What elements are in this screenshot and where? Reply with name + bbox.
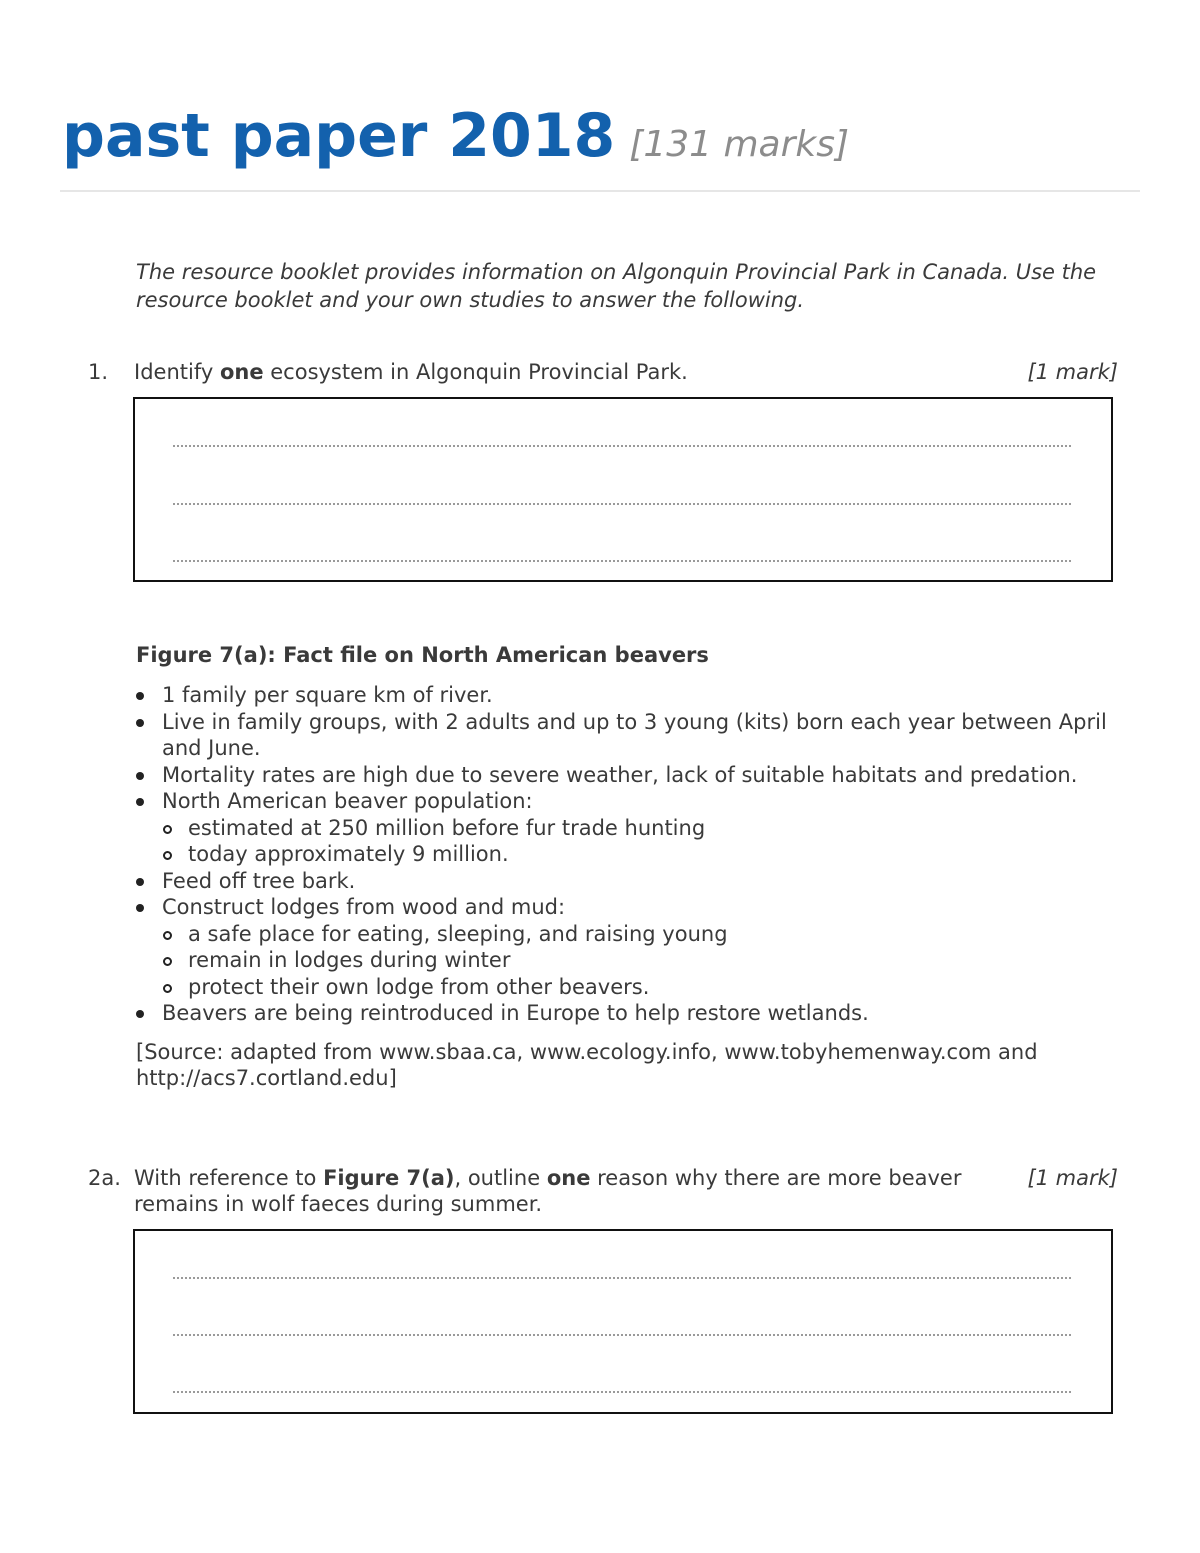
answer-box-q1[interactable] bbox=[133, 397, 1113, 582]
fact-text: 1 family per square km of river. bbox=[162, 683, 493, 707]
sub-list-item: today approximately 9 million. bbox=[162, 841, 1126, 868]
question-text-part: reason why there are more beaver remains in wolf faeces during summer. bbox=[134, 1166, 962, 1216]
question-emphasis: Figure 7(a) bbox=[323, 1166, 455, 1190]
figure-title: Figure 7(a): Fact file on North American beavers bbox=[136, 643, 709, 667]
population-sublist bbox=[162, 815, 1126, 868]
figure-7a bbox=[136, 640, 1126, 1091]
question-emphasis: one bbox=[219, 360, 264, 384]
list-item bbox=[136, 788, 1126, 868]
fact-text: North American beaver population: bbox=[162, 789, 533, 813]
figure-source: [Source: adapted from www.sbaa.ca, www.ecology.info, www.tobyhemenway.com and http://acs7.cortland.edu] bbox=[136, 1039, 1038, 1090]
fact-text: Construct lodges from wood and mud: bbox=[162, 895, 566, 919]
answer-line[interactable] bbox=[173, 1391, 1071, 1393]
list-item bbox=[136, 868, 1126, 895]
question-text bbox=[134, 359, 994, 385]
fact-list bbox=[136, 682, 1126, 1027]
question-number: 2a. bbox=[88, 1166, 121, 1190]
answer-line[interactable] bbox=[173, 503, 1071, 505]
answer-line[interactable] bbox=[173, 1277, 1071, 1279]
sub-list-item: protect their own lodge from other beavers. bbox=[162, 974, 1126, 1001]
question-emphasis: one bbox=[546, 1166, 591, 1190]
list-item bbox=[136, 1000, 1126, 1027]
question-text-part: ecosystem in Algonquin Provincial Park. bbox=[263, 360, 688, 384]
list-item bbox=[136, 682, 1126, 709]
answer-box-q2a[interactable] bbox=[133, 1229, 1113, 1414]
answer-line[interactable] bbox=[173, 560, 1071, 562]
lodge-sublist bbox=[162, 921, 1126, 1001]
list-item bbox=[136, 762, 1126, 789]
total-marks: [131 marks] bbox=[629, 124, 850, 165]
question-text-part: , outline bbox=[454, 1166, 547, 1190]
sub-list-item: remain in lodges during winter bbox=[162, 947, 1126, 974]
fact-text: Feed off tree bark. bbox=[162, 868, 356, 893]
question-text-part: Identify bbox=[134, 360, 220, 384]
answer-line[interactable] bbox=[173, 1334, 1071, 1336]
list-item bbox=[136, 709, 1126, 762]
question-text-part: With reference to bbox=[134, 1166, 324, 1190]
question-marks: [1 mark] bbox=[1027, 1166, 1118, 1190]
list-item bbox=[136, 894, 1126, 1000]
sub-list-item: a safe place for eating, sleeping, and raising young bbox=[162, 921, 1126, 948]
page-title bbox=[62, 96, 849, 185]
answer-line[interactable] bbox=[173, 445, 1071, 447]
page-header bbox=[60, 96, 1140, 192]
question-marks: [1 mark] bbox=[1027, 360, 1118, 384]
sub-list-item: estimated at 250 million before fur trade hunting bbox=[162, 815, 1126, 842]
fact-text: Mortality rates are high due to severe weather, lack of suitable habitats and predation. bbox=[162, 762, 1078, 787]
fact-text: Live in family groups, with 2 adults and up to 3 young (kits) born each year between April and June. bbox=[162, 709, 1107, 760]
question-number: 1. bbox=[88, 360, 109, 384]
intro-instructions: The resource booklet provides information on Algonquin Provincial Park in Canada. Use the resource booklet and your own studies to answer the following. bbox=[136, 260, 1097, 312]
question-text bbox=[134, 1165, 994, 1217]
title-text: past paper 2018 bbox=[62, 101, 616, 171]
fact-text: Beavers are being reintroduced in Europe to help restore wetlands. bbox=[162, 1001, 869, 1025]
